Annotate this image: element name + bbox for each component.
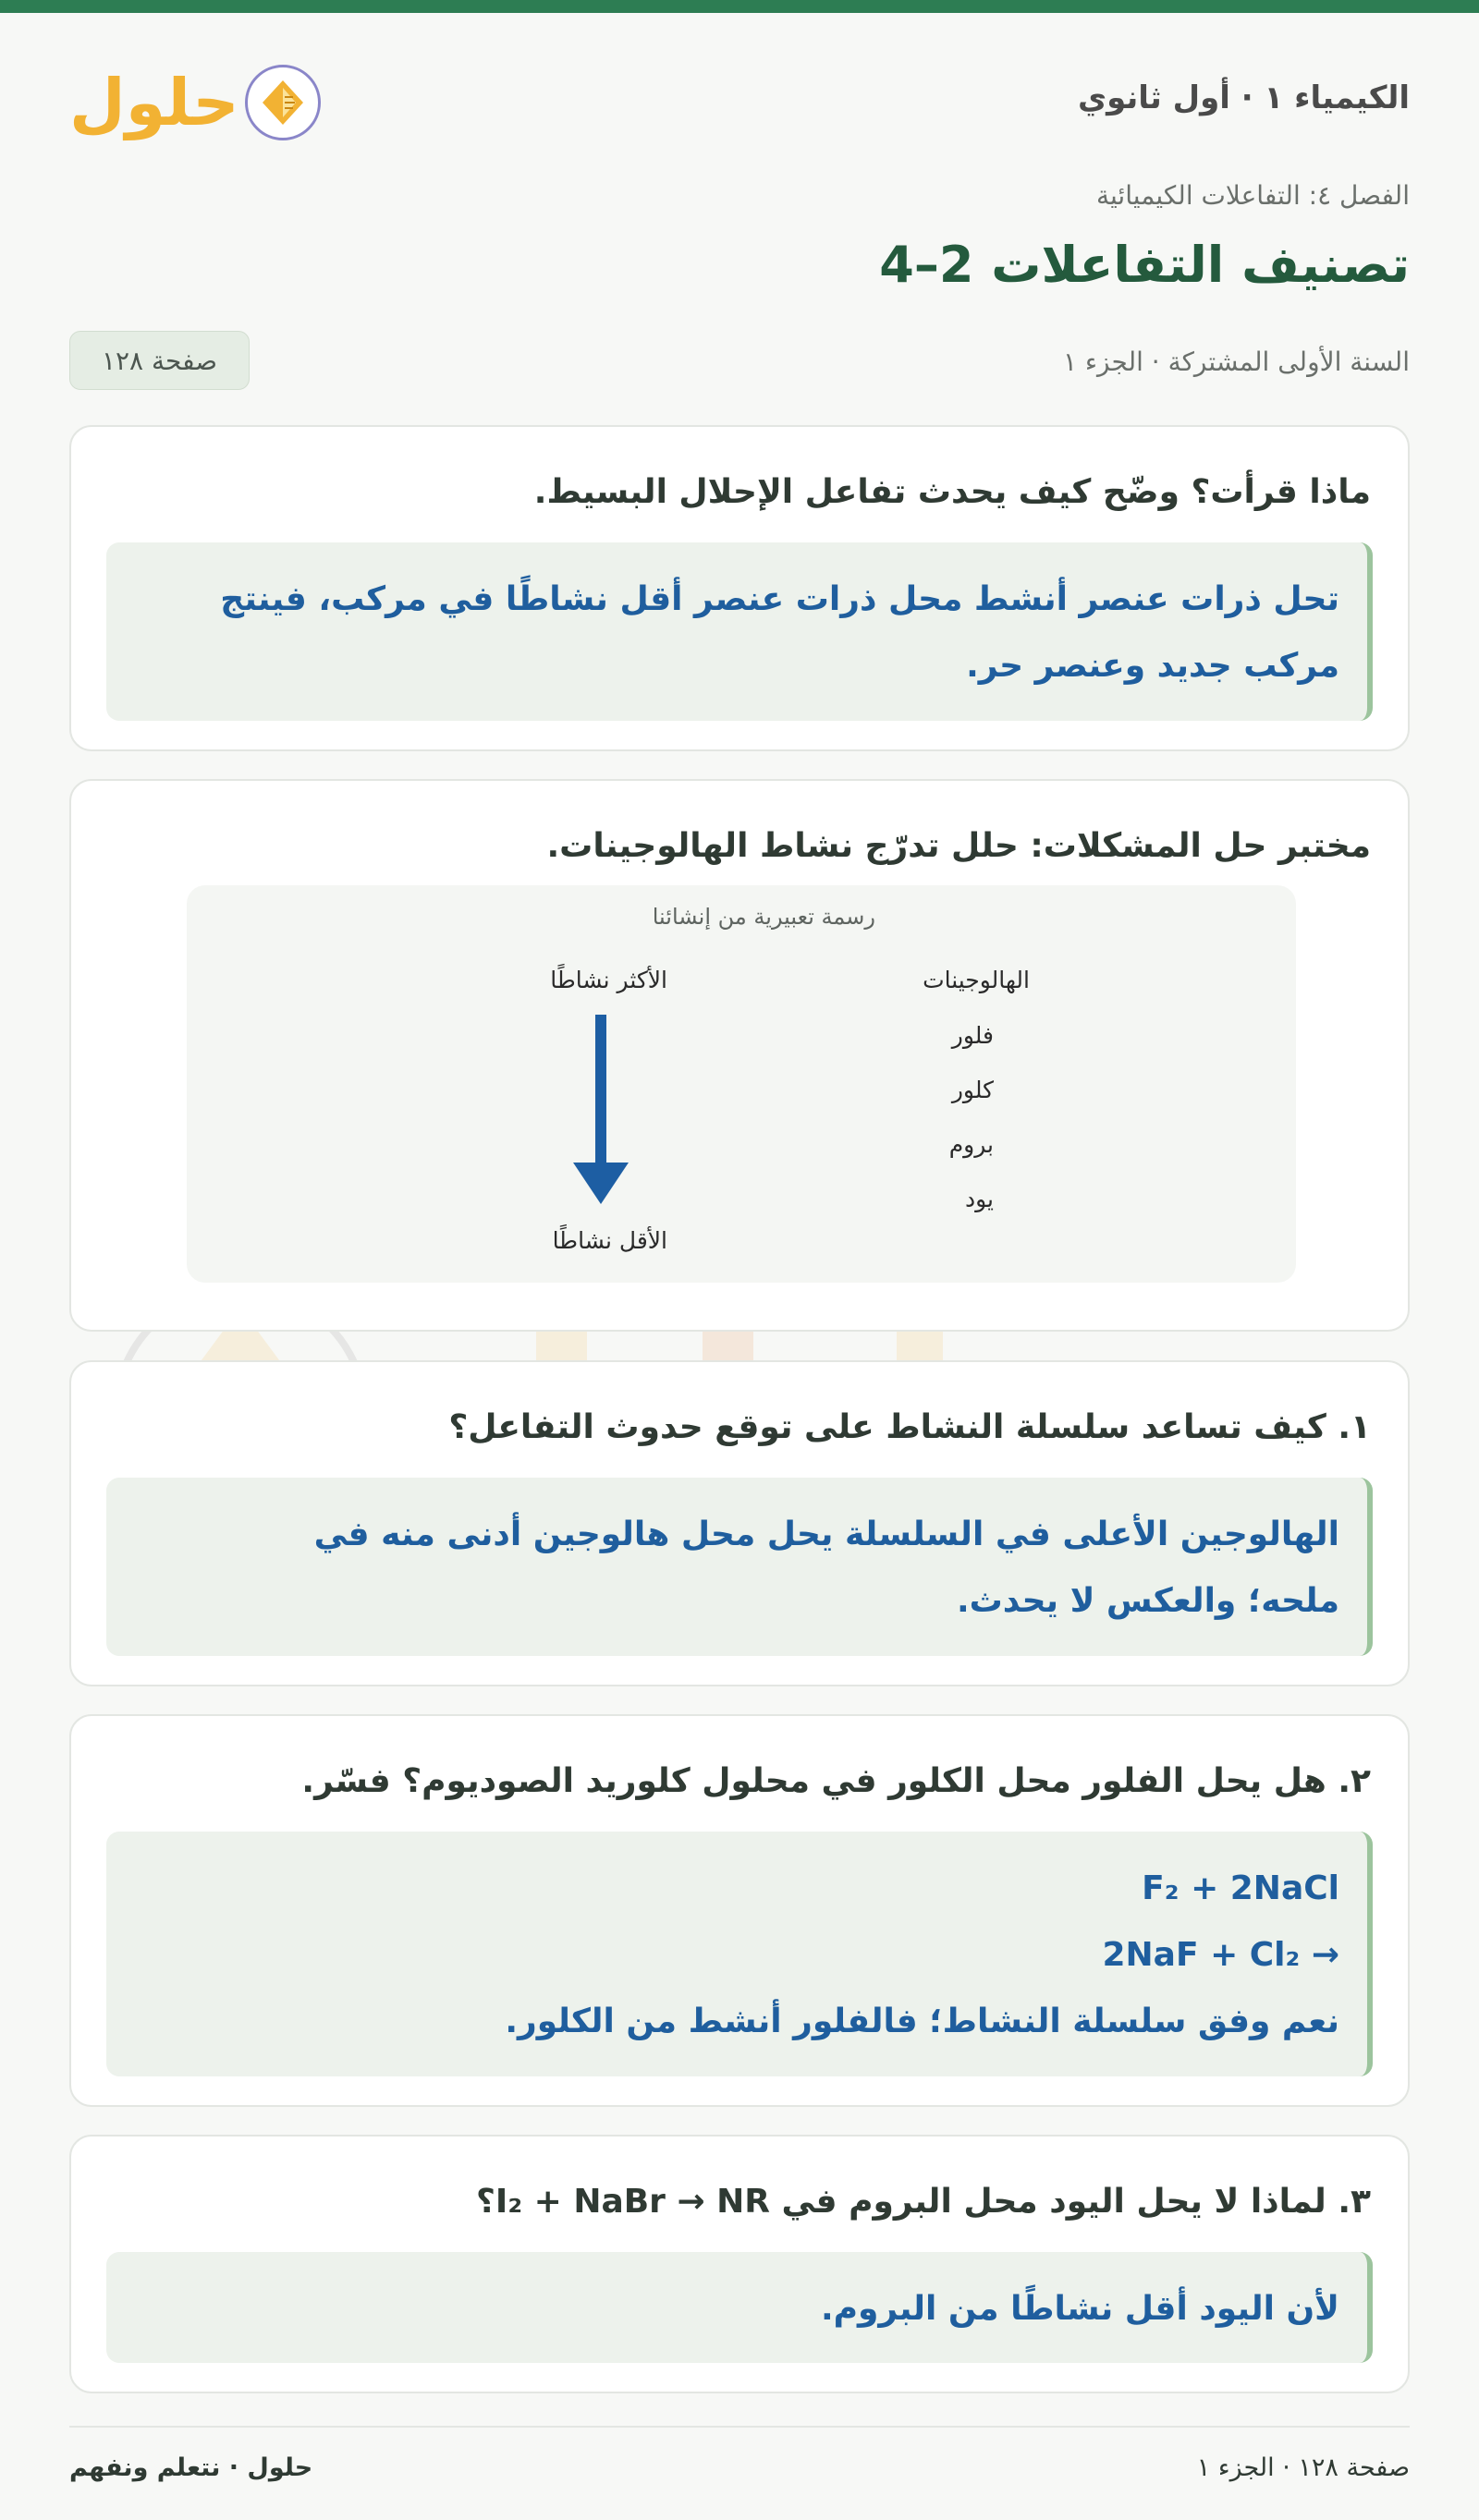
question-text: ١. كيف تساعد سلسلة النشاط على توقع حدوث التفاعل؟: [448, 1408, 1371, 1446]
answer-line: ملحه؛ والعكس لا يحدث.: [956, 1582, 1339, 1620]
page-number-badge: صفحة ١٢٨: [69, 331, 250, 390]
least-active-label: الأقل نشاطًا: [552, 1227, 667, 1254]
logo[interactable]: [69, 65, 321, 140]
diagram-caption: رسمة تعبيرية من إنشائنا: [652, 904, 875, 930]
footer-divider: [69, 2426, 1410, 2428]
halogen-item: فلور: [951, 1022, 994, 1049]
answer-box: [106, 1478, 1373, 1656]
answer-box: [106, 1832, 1373, 2076]
answer-line: مركب جديد وعنصر حر.: [966, 647, 1339, 685]
question-text: ٢. هل يحل الفلور محل الكلور في محلول كلوريد الصوديوم؟ فسّر.: [301, 1762, 1371, 1800]
answer-line: تحل ذرات عنصر أنشط محل ذرات عنصر أقل نشاطًا في مركب، فينتج: [220, 580, 1339, 618]
page-header: [69, 55, 1410, 148]
question-text: ٣. لماذا لا يحل اليود محل البروم في I₂ + NaBr → NR؟: [476, 2183, 1371, 2221]
equation-line: F₂ + 2NaCl: [1142, 1869, 1339, 1907]
question-card-5: [69, 2135, 1410, 2393]
book-title: الكيمياء ١ · أول ثانوي: [1078, 79, 1410, 116]
answer-line: لأن اليود أقل نشاطًا من البروم.: [820, 2290, 1339, 2328]
halogen-item: كلور: [951, 1077, 994, 1103]
activity-down-arrow-icon: [573, 1015, 629, 1204]
question-card-4: [69, 1714, 1410, 2107]
question-card-1: [69, 425, 1410, 751]
answer-box: [106, 542, 1373, 721]
footer-page-info: صفحة ١٢٨ · الجزء ١: [1196, 2453, 1410, 2482]
lesson-title: تصنيف التفاعلات 2–4: [879, 236, 1410, 294]
answer-box: [106, 2252, 1373, 2363]
question-text: ماذا قرأت؟ وضّح كيف يحدث تفاعل الإحلال البسيط.: [533, 473, 1371, 511]
question-card-2: [69, 779, 1410, 1332]
question-card-3: [69, 1360, 1410, 1686]
footer-brand: حلول · نتعلم ونفهم: [69, 2453, 313, 2482]
book-diamond-icon: [259, 79, 307, 127]
equation-line: → 2NaF + Cl₂: [1102, 1936, 1339, 1974]
logo-badge-icon: [245, 65, 321, 140]
answer-line: الهالوجين الأعلى في السلسلة يحل محل هالوجين أدنى منه في: [313, 1516, 1339, 1553]
halogens-heading: الهالوجينات: [923, 967, 1030, 993]
halogen-activity-diagram: [187, 885, 1296, 1283]
logo-text: حلول: [69, 65, 239, 140]
answer-line: نعم وفق سلسلة النشاط؛ فالفلور أنشط من الكلور.: [505, 2003, 1339, 2040]
chapter-label: الفصل ٤: التفاعلات الكيميائية: [1095, 180, 1410, 211]
lesson-meta: السنة الأولى المشتركة · الجزء ١: [1062, 347, 1410, 377]
halogen-item: بروم: [948, 1131, 994, 1158]
top-accent-bar: [0, 0, 1479, 13]
question-text: مختبر حل المشكلات: حلل تدرّج نشاط الهالوجينات.: [546, 827, 1371, 865]
most-active-label: الأكثر نشاطًا: [550, 967, 667, 993]
halogen-item: يود: [964, 1186, 994, 1212]
